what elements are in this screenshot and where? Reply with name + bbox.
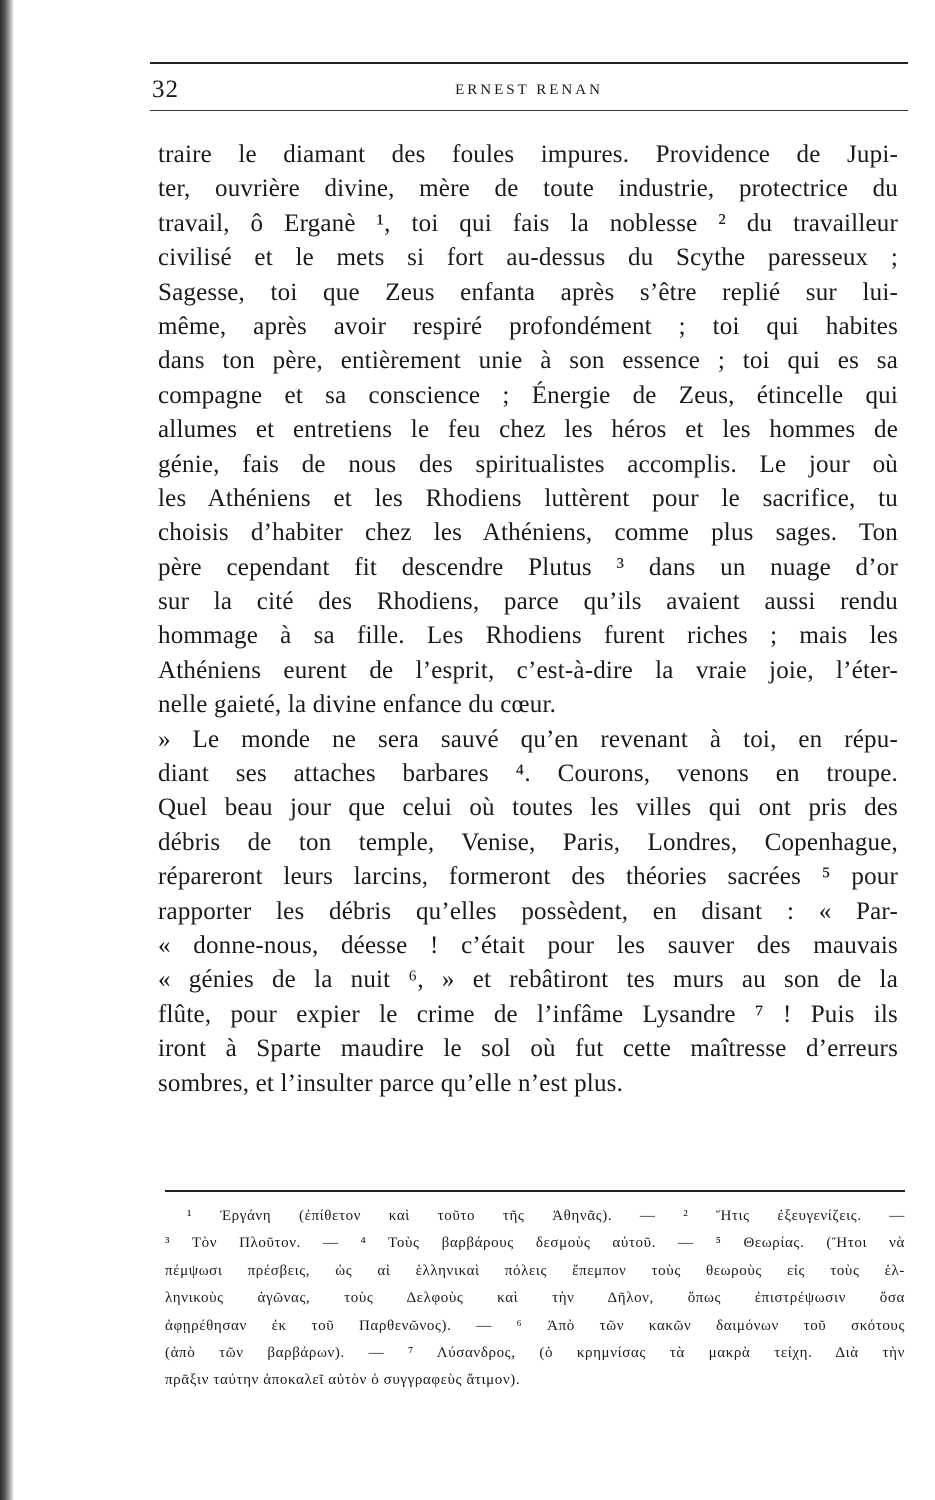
footnote-line: πρᾶξιν ταύτην ἀποκαλεῖ αὐτὸν ὁ συγγραφεὺς ἄτιμον). — [165, 1372, 521, 1389]
footnote-rule — [165, 1190, 905, 1192]
text-line: même, après avoir respiré profondément ; toi qui habites — [158, 312, 898, 340]
text-line: diant ses attaches barbares ⁴. Courons, venons en troupe. — [158, 760, 898, 788]
text-line: choisis d’habiter chez les Athéniens, comme plus sages. Ton — [158, 519, 898, 547]
footnote-line: (ἀπὸ τῶν βαρβάρων). — ⁷ Λύσανδρος, (ὁ κρημνίσας τὰ μακρὰ τείχη. Διὰ τὴν — [165, 1344, 905, 1361]
text-line: « donne-nous, déesse ! c’était pour les sauver des mauvais — [158, 931, 898, 959]
text-line: » Le monde ne sera sauvé qu’en revenant à toi, en répu- — [158, 725, 898, 753]
header-top-rule — [150, 62, 908, 64]
text-line: rapporter les débris qu’elles possèdent, en disant : « Par- — [158, 897, 898, 925]
text-line: sombres, et l’insulter parce qu’elle n’est plus. — [158, 1069, 624, 1097]
footnote-line: ³ Τὸν Πλοῦτον. — ⁴ Τοὺς βαρβάρους δεσμοὺς αὐτοῦ. — ⁵ Θεωρίας. (Ἤτοι νὰ — [165, 1235, 905, 1252]
footnote-line: ληνικοὺς ἀγῶνας, τοὺς Δελφοὺς καὶ τὴν Δῆλον, ὅπως ἐπιστρέψωσιν ὅσα — [165, 1290, 905, 1307]
text-line: hommage à sa fille. Les Rhodiens furent riches ; mais les — [158, 622, 898, 650]
text-line: père cependant fit descendre Plutus ³ dans un nuage d’or — [158, 553, 898, 581]
text-line: travail, ô Erganè ¹, toi qui fais la noblesse ² du travailleur — [158, 209, 898, 237]
page-header — [150, 76, 908, 106]
text-line: traire le diamant des foules impures. Providence de Jupi- — [158, 141, 898, 168]
header-rule — [150, 110, 908, 111]
page-number: 32 — [152, 76, 179, 103]
text-line: répareront leurs larcins, formeront des théories sacrées ⁵ pour — [158, 863, 898, 891]
footnote-line: ¹ Ἐργάνη (ἐπίθετον καὶ τοῦτο τῆς Ἀθηνᾶς). — ² Ἥτις ἐξευγενίζεις. — — [187, 1208, 905, 1224]
footnote-line: ἀφῃρέθησαν ἐκ τοῦ Παρθενῶνος). — ⁶ Ἀπὸ τῶν κακῶν δαιμόνων τοῦ σκότους — [165, 1317, 905, 1334]
text-line: sur la cité des Rhodiens, parce qu’ils avaient aussi rendu — [158, 588, 898, 616]
book-spine-edge — [0, 0, 14, 1500]
text-line: civilisé et le mets si fort au-dessus du Scythe paresseux ; — [158, 244, 898, 272]
running-head: ERNEST RENAN — [455, 82, 603, 98]
text-line: Athéniens eurent de l’esprit, c’est-à-dire la vraie joie, l’éter- — [158, 656, 898, 684]
text-line: dans ton père, entièrement unie à son essence ; toi qui es sa — [158, 347, 898, 375]
text-line: allumes et entretiens le feu chez les héros et les hommes de — [158, 416, 898, 444]
text-line: ter, ouvrière divine, mère de toute industrie, protectrice du — [158, 175, 898, 203]
text-line: flûte, pour expier le crime de l’infâme Lysandre ⁷ ! Puis ils — [158, 1000, 898, 1028]
text-line: iront à Sparte maudire le sol où fut cette maîtresse d’erreurs — [158, 1035, 898, 1063]
footnote-line: πέμψωσι πρέσβεις, ὡς αἱ ἑλληνικαὶ πόλεις ἔπεμπον τοὺς θεωροὺς εἰς τοὺς ἑλ- — [165, 1262, 905, 1279]
footnotes — [165, 1203, 905, 1395]
text-line: compagne et sa conscience ; Énergie de Zeus, étincelle qui — [158, 381, 898, 409]
text-line: Sagesse, toi que Zeus enfanta après s’être replié sur lui- — [158, 278, 898, 306]
text-line: débris de ton temple, Venise, Paris, Londres, Copenhague, — [158, 828, 898, 856]
text-line: nelle gaieté, la divine enfance du cœur. — [158, 691, 557, 719]
text-line: Quel beau jour que celui où toutes les villes qui ont pris des — [158, 794, 898, 822]
text-line: « génies de la nuit ⁶, » et rebâtiront tes murs au son de la — [158, 966, 898, 994]
text-line: les Athéniens et les Rhodiens luttèrent pour le sacrifice, tu — [158, 484, 898, 512]
text-line: génie, fais de nous des spiritualistes accomplis. Le jour où — [158, 450, 898, 478]
body-text — [158, 138, 898, 1101]
